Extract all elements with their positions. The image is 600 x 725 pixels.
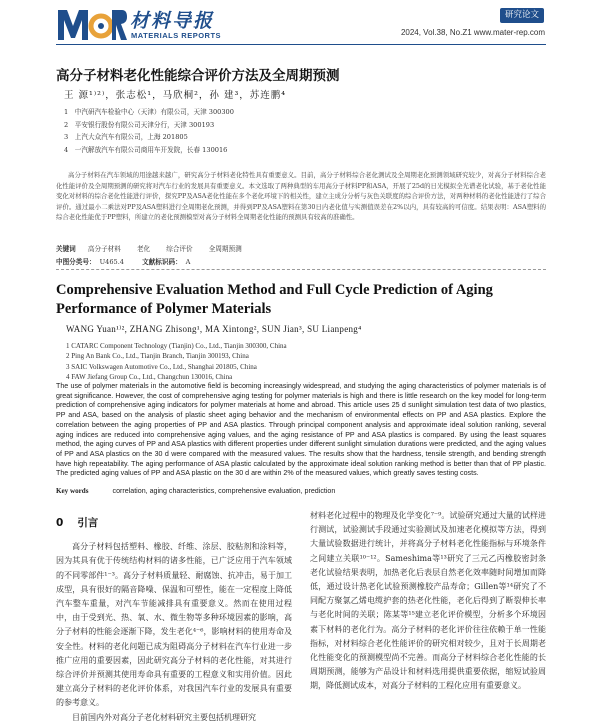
affiliation-item: 1 CATARC Component Technology (Tianjin) Co., Ltd., Tianjin 300300, China: [66, 342, 287, 350]
affiliation-item: 3 SAIC Volkswagen Automotive Co., Ltd., Shanghai 201805, China: [66, 362, 257, 371]
keyword: 全周期预测: [208, 245, 242, 253]
journal-logo-icon: [56, 6, 128, 42]
author-list-cn: 王 源¹⁾²⁾，张志松¹，马欣桐²，孙 建³，苏连鹏⁴: [64, 90, 287, 101]
affiliation-item: 2 平安银行股份有限公司天津分行，天津 300193: [64, 120, 215, 129]
affiliation-list-en: [66, 341, 536, 383]
keywords-label-cn: 关键词: [56, 245, 76, 253]
keyword-list: correlation, aging characteristics, comprehensive evaluation, prediction: [112, 487, 336, 495]
classification-line: [56, 256, 546, 266]
abstract-cn: 高分子材料在汽车领域的用途越来越广，研究高分子材料老化特性具有重要意义。目前，高分子材料综合老化测试及全周期老化预测领域研究较少，对高分子材料综合老化性能评价及全周期预测的研究将对汽车行业的发展具有重要意义。本文选取了两种典型的车用高分子材料PP和ASA，开展了25d的日光模拟全光谱老化试验，基于老化性能变化对材料的综合老化性能进行评价，探究PP及ASA老化性能在多个老化环境下的相关性，建立主成分分析与灰色关联度的综合评价方法，对两种材料的老化性能进行了综合评价。通过最小二乘法对PP及ASA塑料进行全周期老化预测，并得到PP及ASA塑料在第30日内老化值与实测值误差在2%以内，具有较高的可信度。结果表明：ASA塑料的综合老化性能优于PP塑料，所建立的老化预测模型对高分子材料全周期老化性能的预测具有较高的准确性。: [56, 171, 546, 222]
affiliation-item: 1 中汽研汽车检验中心（天津）有限公司，天津 300300: [64, 108, 234, 116]
author-list-en: WANG Yuan¹⁾², ZHANG Zhisong¹, MA Xintong², SUN Jian³, SU Lianpeng⁴: [66, 324, 362, 334]
journal-name-cn: 材料导报: [130, 10, 215, 32]
section-number: 0: [56, 517, 64, 529]
body-column-right: [310, 509, 546, 694]
affiliation-item: 3 上汽大众汽车有限公司，上海 201805: [64, 133, 188, 141]
affiliation-list-cn: [64, 106, 534, 156]
body-column-left: [56, 516, 292, 725]
keywords-cn: [56, 243, 546, 253]
body-paragraph: 高分子材料包括塑料、橡胶、纤维、涂层、胶粘剂和涂料等，因为其具有优于传统结构材料的诸多性能，已广泛应用于汽车领域的不同零部件¹⁻³。高分子材料质量轻、耐腐蚀、抗冲击，易于加工成型，具有很好的隔音降噪、保温和可塑性，能在一定程度上降低汽车整车重量，对汽车节能减排具有重要意义。然而在使用过程中，由于受到光、热、氧、水、微生物等多种环境因素的影响，高分子材料的性能会逐渐下降，发生老化⁴⁻⁶，影响材料的使用寿命及安全性。材料的老化问题已成为阻碍高分子材料在汽车行业进一步推广应用的重要因素，因此研究高分子材料的老化性能，对其进行综合评价并预测其使用寿命具有重要的工程意义和实用价值。因此建立高分子材料的老化评价体系，对我国汽车行业的发展具有重要的参考意义。: [56, 542, 292, 708]
clc-code: U465.4: [99, 258, 124, 266]
doc-code: A: [185, 258, 191, 266]
keyword: 高分子材料: [87, 245, 121, 253]
section-divider: [56, 269, 546, 270]
body-paragraph: 目前国内外对高分子老化材料研究主要包括机理研究: [72, 712, 256, 722]
keywords-label-en: Key words: [56, 487, 89, 495]
affiliation-item: 4 一汽解放汽车有限公司商用车开发院，长春 130016: [64, 145, 228, 154]
section-heading: [56, 516, 292, 530]
paper-title-en: Comprehensive Evaluation Method and Full Cycle Prediction of Aging Performance of Polymer Materials: [56, 282, 493, 317]
keyword: 综合评价: [166, 245, 193, 253]
keywords-en: [56, 487, 546, 495]
affiliation-item: 2 Ping An Bank Co., Ltd., Tianjin Branch, Tianjin 300193, China: [66, 352, 249, 361]
affiliation-item: 4 FAW Jiefang Group Co., Ltd., Changchun 130016, China: [66, 373, 233, 382]
header-rule: [56, 44, 546, 45]
body-paragraph: 材料老化过程中的物理及化学变化⁷⁻⁹。试验研究通过大量的试样进行测试，试验测试手段通过实验测试及加速老化模拟等方法，得到大量试验数据进行统计，并将高分子材料老化性能指标与环境条件之间建立关联¹⁰⁻¹²。Sameshima等¹³研究了三元乙丙橡胶密封条老化试验结果表明，加热老化后表层自然老化效率随时间增加而降低，通过设计热老化试验预测橡胶产品寿命；Gillen等¹⁴研究了不同配方聚氯乙烯电缆护套的热老化性能，老化后得到了断裂伸长率与老化时间的关联；陈某等¹⁵建立老化评价模型，分析多个环境因素下材料的老化行为。高分子材料的老化评价往往依赖于单一性能指标，对材料综合老化性能评价的研究相对较少，且对于长周期老化性能变化的预测模型尚不完善。而高分子材料综合老化性能的长周期预测，能够为产品设计和材料选用提供重要依据，缩短试验周期，降低测试成本，对高分子材料的工程化应用有重要意义。: [310, 511, 546, 691]
issue-info: 2024, Vol.38, No.Z1 www.mater-rep.com: [400, 28, 545, 37]
article-type-badge: 研究论文: [500, 8, 544, 23]
journal-name-en: MATERIALS REPORTS: [131, 31, 222, 40]
clc-label: 中图分类号：: [56, 258, 96, 266]
doc-code-label: 文献标识码：: [142, 258, 182, 266]
keyword: 老化: [136, 245, 151, 253]
abstract-en: The use of polymer materials in the automotive field is becoming increasingly widespread, and studying the aging characteristics of polymer materials is of great significance. However, the cost of comprehensive aging testing for polymer materials is high and there is little research on the key model for long-term prediction of comprehensive aging indicators for polymer materials at home and abroad. This article uses 25 d sunlight simulation test data of two plastics, PP and ASA, based on the analysis of plastic sheet aging behavior and the mechanism of environmental effects on PP and ASA plastics. Explore the correlation between the aging properties of PP and ASA plastics. Through principal component analysis and approximate ideal solution ranking, several aging indices are reduced into comprehensive aging values, and the aging resistance of PP and ASA plastics is compared. By using the least squares method, the aging curves of PP and ASA plastics with different properties under different sunlight simulation durations were predicted, and the aging values of PP and ASA plastics on the 30 d were compared with the measured values. The results show that the hardness, tensile strength, and bending strength have high repeatability. The aging performance of ASA plastic calculated by the approximate ideal solution ranking method is better than that of PP plastic. The predicted aging values of PP and ASA plastic on the 30 d are within 2% of the measured values, which greatly saves testing costs.: [56, 382, 546, 478]
paper-title-cn: 高分子材料老化性能综合评价方法及全周期预测: [56, 68, 340, 84]
section-title: 引言: [77, 517, 99, 529]
